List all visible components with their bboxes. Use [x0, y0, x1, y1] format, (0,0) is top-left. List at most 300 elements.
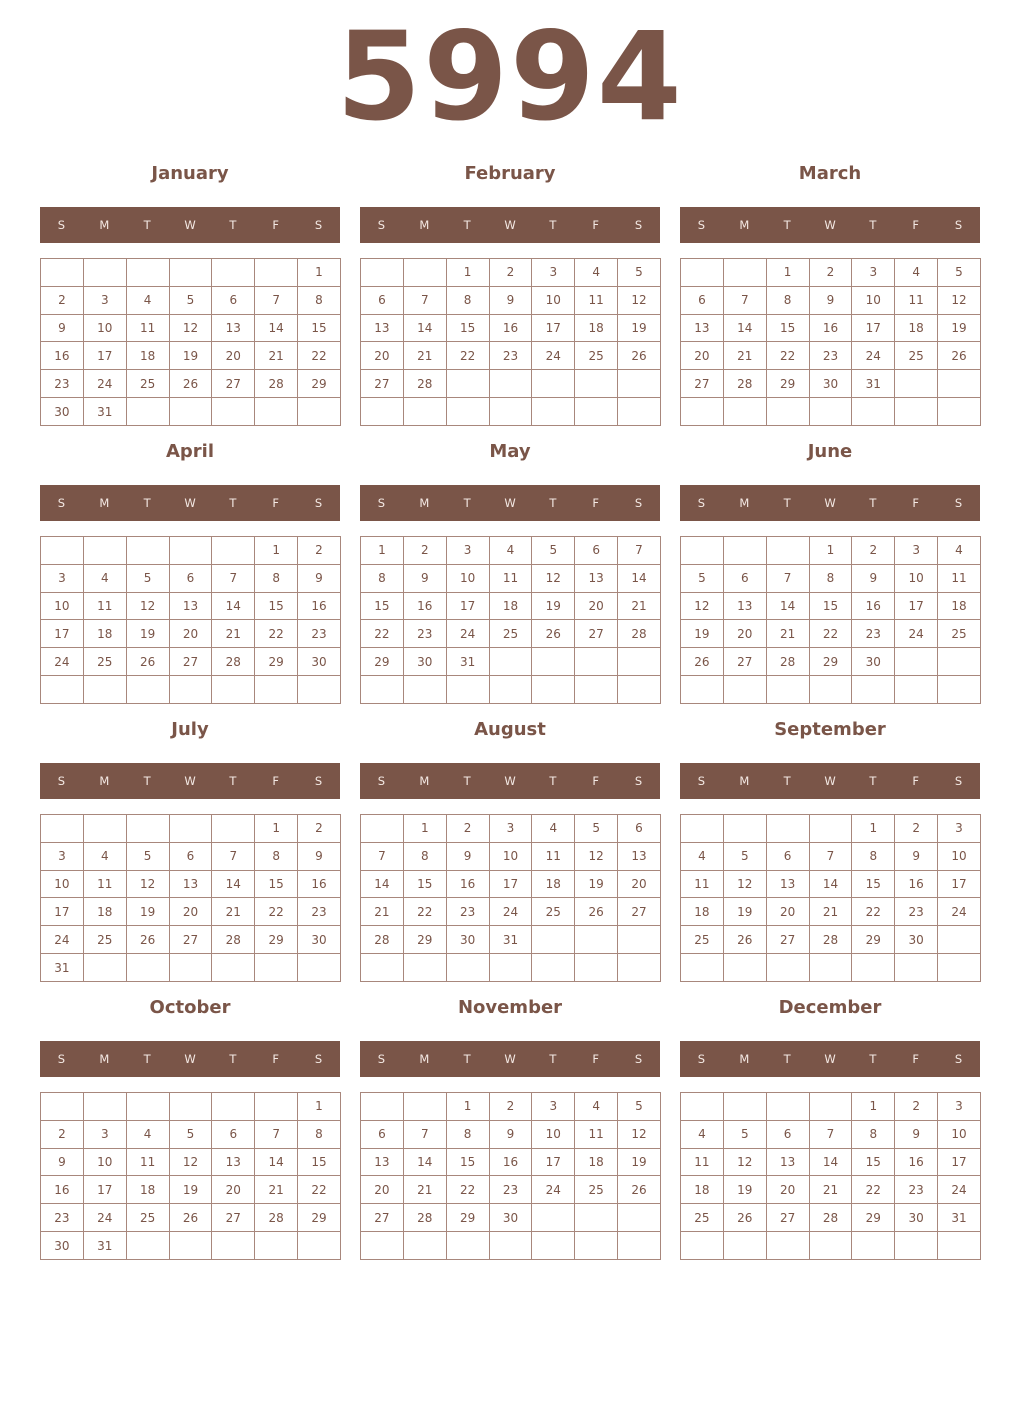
day-cell: 30: [41, 398, 84, 426]
empty-cell: [681, 676, 724, 704]
weekday-label: T: [549, 496, 557, 510]
empty-cell: [766, 815, 809, 843]
weekday-label: S: [954, 1052, 963, 1066]
day-cell: 29: [766, 370, 809, 398]
day-cell: 9: [41, 314, 84, 342]
day-cell: 18: [575, 314, 618, 342]
day-cell: 13: [361, 314, 404, 342]
day-cell: 22: [852, 1176, 895, 1204]
month-title: April: [165, 441, 215, 462]
empty-cell: [809, 1093, 852, 1121]
day-cell: 31: [938, 1204, 981, 1232]
day-cell: 13: [618, 842, 661, 870]
day-grid: [680, 536, 981, 704]
day-cell: 25: [126, 1204, 169, 1232]
day-cell: 25: [895, 342, 938, 370]
week-row: [361, 842, 661, 870]
day-cell: 10: [852, 286, 895, 314]
day-cell: 20: [212, 342, 255, 370]
week-row: [681, 842, 981, 870]
day-cell: 19: [723, 1176, 766, 1204]
weekday-label: W: [824, 496, 836, 510]
week-row: [681, 1176, 981, 1204]
week-row: [41, 342, 341, 370]
empty-cell: [169, 815, 212, 843]
day-grid: [360, 536, 661, 704]
day-cell: 28: [403, 370, 446, 398]
day-cell: 16: [41, 1176, 84, 1204]
empty-cell: [489, 370, 532, 398]
empty-cell: [852, 1232, 895, 1260]
day-cell: 7: [723, 286, 766, 314]
day-cell: 1: [809, 537, 852, 565]
empty-cell: [212, 954, 255, 982]
day-cell: 29: [255, 648, 298, 676]
week-row: [41, 592, 341, 620]
day-cell: 16: [489, 1148, 532, 1176]
week-row: [361, 676, 661, 704]
weekday-label: F: [912, 1052, 920, 1066]
day-cell: 28: [212, 926, 255, 954]
day-cell: 18: [938, 592, 981, 620]
day-cell: 24: [41, 926, 84, 954]
day-cell: 19: [126, 620, 169, 648]
empty-cell: [446, 370, 489, 398]
day-cell: 5: [618, 259, 661, 287]
day-cell: 20: [169, 620, 212, 648]
weekday-label: T: [783, 774, 791, 788]
day-cell: 16: [298, 870, 341, 898]
empty-cell: [809, 398, 852, 426]
day-cell: 27: [169, 648, 212, 676]
week-row: [41, 286, 341, 314]
day-cell: 10: [895, 564, 938, 592]
day-cell: 14: [403, 314, 446, 342]
day-cell: 31: [41, 954, 84, 982]
weekday-label: F: [272, 496, 280, 510]
day-cell: 26: [169, 1204, 212, 1232]
day-cell: 2: [895, 1093, 938, 1121]
empty-cell: [126, 1093, 169, 1121]
day-cell: 17: [532, 314, 575, 342]
weekday-label: T: [783, 218, 791, 232]
empty-cell: [212, 537, 255, 565]
weekday-label: M: [739, 496, 750, 510]
weekday-label: W: [824, 774, 836, 788]
day-cell: 9: [403, 564, 446, 592]
day-cell: 11: [938, 564, 981, 592]
day-cell: 16: [809, 314, 852, 342]
day-cell: 12: [126, 870, 169, 898]
day-cell: 30: [298, 648, 341, 676]
day-cell: 3: [83, 286, 126, 314]
week-row: [41, 398, 341, 426]
week-row: [681, 370, 981, 398]
day-cell: 28: [403, 1204, 446, 1232]
day-cell: 1: [446, 1093, 489, 1121]
empty-cell: [681, 398, 724, 426]
empty-cell: [298, 676, 341, 704]
day-cell: 18: [489, 592, 532, 620]
day-cell: 7: [212, 564, 255, 592]
day-cell: 11: [83, 592, 126, 620]
empty-cell: [212, 398, 255, 426]
day-cell: 4: [938, 537, 981, 565]
weekday-label: S: [634, 1052, 643, 1066]
week-row: [361, 648, 661, 676]
day-cell: 18: [575, 1148, 618, 1176]
day-cell: 14: [809, 1148, 852, 1176]
weekday-label: T: [869, 774, 877, 788]
weekday-label: M: [739, 1052, 750, 1066]
empty-cell: [212, 676, 255, 704]
day-cell: 15: [446, 314, 489, 342]
empty-cell: [169, 954, 212, 982]
weekday-label: T: [463, 218, 471, 232]
empty-cell: [83, 537, 126, 565]
weekday-header: [40, 485, 340, 521]
empty-cell: [41, 676, 84, 704]
day-cell: 15: [298, 1148, 341, 1176]
weekday-label: T: [783, 1052, 791, 1066]
day-cell: 19: [681, 620, 724, 648]
day-cell: 16: [298, 592, 341, 620]
day-cell: 5: [618, 1093, 661, 1121]
day-cell: 26: [723, 926, 766, 954]
week-row: [361, 592, 661, 620]
day-cell: 8: [446, 1120, 489, 1148]
day-cell: 24: [532, 1176, 575, 1204]
day-cell: 8: [766, 286, 809, 314]
weekday-label: S: [314, 774, 323, 788]
empty-cell: [361, 1232, 404, 1260]
empty-cell: [532, 370, 575, 398]
week-row: [41, 954, 341, 982]
day-cell: 28: [255, 370, 298, 398]
day-cell: 9: [298, 564, 341, 592]
week-row: [361, 398, 661, 426]
day-cell: 13: [575, 564, 618, 592]
week-row: [41, 926, 341, 954]
day-cell: 14: [766, 592, 809, 620]
empty-cell: [618, 398, 661, 426]
weekday-label: M: [99, 218, 110, 232]
week-row: [361, 564, 661, 592]
day-cell: 13: [169, 870, 212, 898]
weekday-label: S: [697, 774, 706, 788]
day-cell: 25: [938, 620, 981, 648]
day-cell: 3: [532, 259, 575, 287]
empty-cell: [212, 259, 255, 287]
weekday-label: T: [869, 1052, 877, 1066]
empty-cell: [403, 259, 446, 287]
day-cell: 3: [852, 259, 895, 287]
day-cell: 3: [41, 842, 84, 870]
empty-cell: [618, 954, 661, 982]
day-cell: 12: [126, 592, 169, 620]
day-cell: 2: [489, 259, 532, 287]
weekday-label: W: [504, 1052, 516, 1066]
day-cell: 1: [361, 537, 404, 565]
day-cell: 26: [938, 342, 981, 370]
weekday-label: T: [463, 496, 471, 510]
day-cell: 31: [83, 398, 126, 426]
day-grid: [680, 1092, 981, 1260]
day-cell: 4: [532, 815, 575, 843]
day-cell: 10: [489, 842, 532, 870]
empty-cell: [361, 815, 404, 843]
week-row: [681, 537, 981, 565]
day-cell: 23: [298, 898, 341, 926]
day-cell: 25: [489, 620, 532, 648]
day-cell: 27: [361, 370, 404, 398]
empty-cell: [575, 954, 618, 982]
weekday-label: S: [634, 496, 643, 510]
day-cell: 7: [403, 1120, 446, 1148]
day-grid: [360, 258, 661, 426]
day-cell: 23: [809, 342, 852, 370]
day-grid: [680, 814, 981, 982]
day-cell: 9: [298, 842, 341, 870]
day-cell: 5: [126, 564, 169, 592]
weekday-label: W: [184, 774, 196, 788]
day-cell: 10: [532, 1120, 575, 1148]
weekday-label: F: [912, 774, 920, 788]
weekday-label: W: [504, 774, 516, 788]
day-cell: 4: [489, 537, 532, 565]
day-cell: 15: [255, 592, 298, 620]
day-cell: 27: [169, 926, 212, 954]
day-cell: 8: [852, 1120, 895, 1148]
day-cell: 6: [169, 842, 212, 870]
day-cell: 19: [618, 314, 661, 342]
day-cell: 23: [41, 1204, 84, 1232]
day-cell: 7: [766, 564, 809, 592]
day-grid: [360, 814, 661, 982]
day-cell: 22: [298, 1176, 341, 1204]
day-cell: 5: [575, 815, 618, 843]
day-cell: 11: [681, 870, 724, 898]
empty-cell: [212, 1093, 255, 1121]
day-cell: 24: [83, 370, 126, 398]
weekday-label: S: [377, 496, 386, 510]
day-cell: 7: [809, 842, 852, 870]
day-cell: 29: [298, 1204, 341, 1232]
empty-cell: [895, 1232, 938, 1260]
weekday-label: S: [314, 218, 323, 232]
weekday-label: S: [57, 1052, 66, 1066]
empty-cell: [938, 926, 981, 954]
day-cell: 16: [895, 1148, 938, 1176]
day-cell: 16: [41, 342, 84, 370]
week-row: [41, 564, 341, 592]
day-cell: 18: [895, 314, 938, 342]
empty-cell: [766, 398, 809, 426]
day-cell: 12: [618, 286, 661, 314]
day-cell: 5: [938, 259, 981, 287]
day-cell: 18: [126, 1176, 169, 1204]
day-cell: 12: [169, 1148, 212, 1176]
weekday-label: M: [419, 496, 430, 510]
week-row: [681, 592, 981, 620]
empty-cell: [298, 398, 341, 426]
day-cell: 27: [361, 1204, 404, 1232]
empty-cell: [723, 815, 766, 843]
day-cell: 23: [895, 1176, 938, 1204]
empty-cell: [403, 1232, 446, 1260]
empty-cell: [489, 1232, 532, 1260]
day-cell: 20: [575, 592, 618, 620]
day-cell: 19: [126, 898, 169, 926]
day-cell: 2: [41, 1120, 84, 1148]
week-row: [681, 870, 981, 898]
day-cell: 17: [938, 1148, 981, 1176]
day-cell: 2: [298, 537, 341, 565]
day-cell: 4: [83, 564, 126, 592]
day-cell: 19: [169, 342, 212, 370]
day-cell: 22: [361, 620, 404, 648]
day-cell: 19: [169, 1176, 212, 1204]
weekday-label: S: [377, 218, 386, 232]
day-cell: 30: [446, 926, 489, 954]
weekday-label: T: [229, 496, 237, 510]
day-cell: 29: [403, 926, 446, 954]
weekday-label: S: [697, 1052, 706, 1066]
day-cell: 11: [489, 564, 532, 592]
day-cell: 4: [575, 1093, 618, 1121]
week-row: [681, 1093, 981, 1121]
week-row: [361, 1176, 661, 1204]
empty-cell: [681, 954, 724, 982]
week-row: [41, 1093, 341, 1121]
empty-cell: [681, 1093, 724, 1121]
day-cell: 29: [298, 370, 341, 398]
day-cell: 10: [532, 286, 575, 314]
empty-cell: [361, 398, 404, 426]
week-row: [361, 870, 661, 898]
day-cell: 4: [126, 1120, 169, 1148]
day-cell: 2: [41, 286, 84, 314]
empty-cell: [41, 815, 84, 843]
day-cell: 26: [681, 648, 724, 676]
day-cell: 1: [255, 815, 298, 843]
empty-cell: [681, 259, 724, 287]
day-cell: 24: [938, 898, 981, 926]
empty-cell: [938, 370, 981, 398]
weekday-label: T: [143, 774, 151, 788]
day-cell: 23: [446, 898, 489, 926]
week-row: [41, 676, 341, 704]
empty-cell: [298, 954, 341, 982]
day-cell: 7: [255, 1120, 298, 1148]
day-cell: 28: [766, 648, 809, 676]
weekday-label: T: [229, 1052, 237, 1066]
weekday-label: T: [869, 496, 877, 510]
day-cell: 8: [446, 286, 489, 314]
empty-cell: [618, 1204, 661, 1232]
day-cell: 21: [403, 342, 446, 370]
empty-cell: [489, 954, 532, 982]
day-cell: 14: [723, 314, 766, 342]
empty-cell: [618, 370, 661, 398]
empty-cell: [489, 676, 532, 704]
day-cell: 11: [126, 314, 169, 342]
day-cell: 5: [723, 1120, 766, 1148]
day-cell: 25: [126, 370, 169, 398]
day-cell: 6: [169, 564, 212, 592]
empty-cell: [575, 398, 618, 426]
day-cell: 1: [298, 259, 341, 287]
weekday-label: W: [504, 218, 516, 232]
week-row: [41, 898, 341, 926]
month-title: June: [807, 441, 853, 462]
day-cell: 13: [766, 870, 809, 898]
day-cell: 7: [255, 286, 298, 314]
day-cell: 28: [809, 926, 852, 954]
empty-cell: [255, 398, 298, 426]
empty-cell: [618, 1232, 661, 1260]
empty-cell: [895, 398, 938, 426]
week-row: [361, 1148, 661, 1176]
empty-cell: [255, 1093, 298, 1121]
day-cell: 16: [852, 592, 895, 620]
day-cell: 5: [169, 1120, 212, 1148]
day-cell: 28: [809, 1204, 852, 1232]
empty-cell: [255, 1232, 298, 1260]
week-row: [41, 842, 341, 870]
day-cell: 23: [852, 620, 895, 648]
day-cell: 2: [809, 259, 852, 287]
day-cell: 12: [575, 842, 618, 870]
week-row: [41, 370, 341, 398]
empty-cell: [83, 259, 126, 287]
day-cell: 16: [489, 314, 532, 342]
day-grid: [40, 258, 341, 426]
day-cell: 1: [298, 1093, 341, 1121]
empty-cell: [446, 676, 489, 704]
weekday-label: M: [419, 774, 430, 788]
week-row: [361, 926, 661, 954]
weekday-label: S: [377, 774, 386, 788]
day-cell: 12: [532, 564, 575, 592]
week-row: [361, 286, 661, 314]
day-cell: 18: [126, 342, 169, 370]
day-cell: 22: [298, 342, 341, 370]
empty-cell: [532, 398, 575, 426]
day-cell: 31: [489, 926, 532, 954]
day-grid: [40, 814, 341, 982]
day-cell: 17: [489, 870, 532, 898]
empty-cell: [361, 676, 404, 704]
day-cell: 26: [575, 898, 618, 926]
day-cell: 2: [403, 537, 446, 565]
day-cell: 4: [575, 259, 618, 287]
day-cell: 28: [618, 620, 661, 648]
day-cell: 24: [938, 1176, 981, 1204]
empty-cell: [575, 648, 618, 676]
day-cell: 11: [575, 1120, 618, 1148]
day-cell: 4: [126, 286, 169, 314]
day-cell: 23: [489, 342, 532, 370]
day-cell: 5: [532, 537, 575, 565]
day-cell: 8: [298, 286, 341, 314]
empty-cell: [403, 398, 446, 426]
day-cell: 22: [809, 620, 852, 648]
empty-cell: [298, 1232, 341, 1260]
weekday-label: T: [783, 496, 791, 510]
day-cell: 16: [446, 870, 489, 898]
empty-cell: [83, 954, 126, 982]
